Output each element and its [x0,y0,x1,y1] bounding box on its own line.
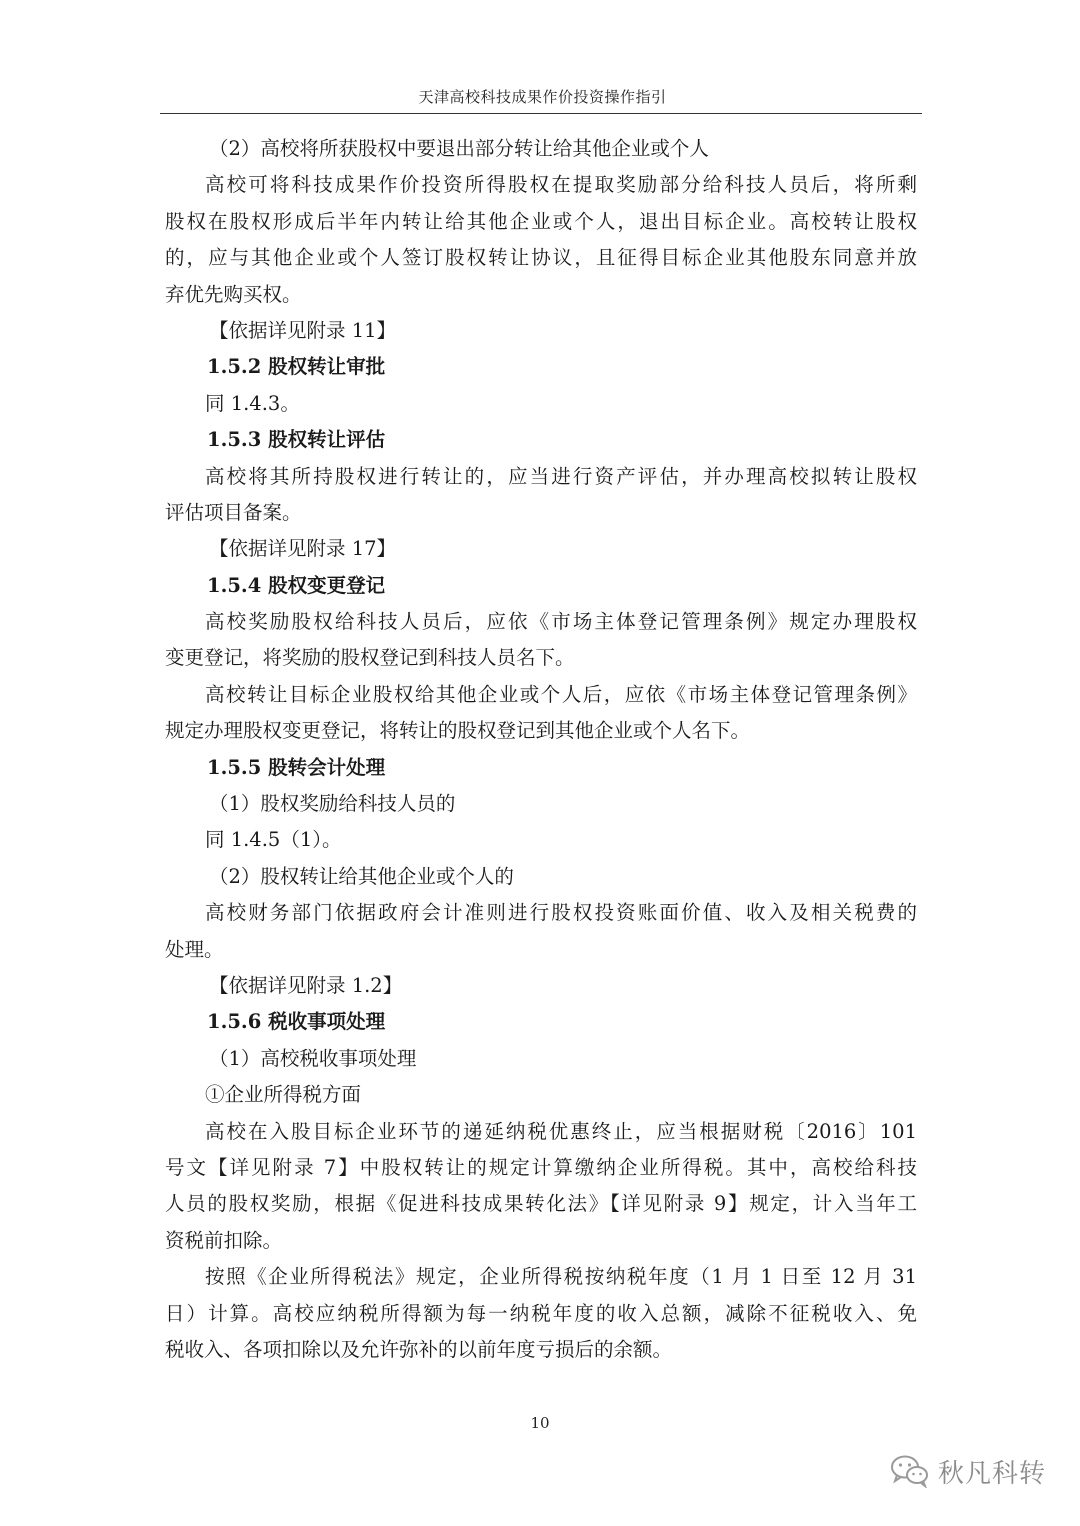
paragraph-line: 人员的股权奖励，根据《促进科技成果转化法》【详见附录 9】规定，计入当年工 [165,1192,917,1216]
paragraph-line: 高校财务部门依据政府会计准则进行股权投资账面价值、收入及相关税费的 [205,901,917,925]
subsection-title: （1）高校税收事项处理 [209,1046,417,1070]
paragraph-line: 号文【详见附录 7】中股权转让的规定计算缴纳企业所得税。其中，高校给科技 [165,1155,917,1179]
reference-note: 【依据详见附录 1.2】 [209,973,403,997]
paragraph-line: 高校转让目标企业股权给其他企业或个人后，应依《市场主体登记管理条例》 [205,682,917,706]
paragraph-line: 按照《企业所得税法》规定，企业所得税按纳税年度（1 月 1 日至 12 月 31 [205,1265,917,1289]
header-divider [160,113,922,114]
paragraph-line: 高校奖励股权给科技人员后，应依《市场主体登记管理条例》规定办理股权 [205,610,917,634]
paragraph-line: 规定办理股权变更登记，将转让的股权登记到其他企业或个人名下。 [165,719,751,743]
section-heading: 1.5.3 股权转让评估 [207,428,386,452]
paragraph-line: 高校在入股目标企业环节的递延纳税优惠终止，应当根据财税〔2016〕101 [205,1119,917,1143]
paragraph-line: 的，应与其他企业或个人签订股权转让协议，且征得目标企业其他股东同意并放 [165,246,917,270]
watermark [890,1451,1046,1491]
reference-note: 【依据详见附录 17】 [209,537,397,561]
paragraph-line: 评估项目备案。 [165,500,302,524]
paragraph-line: 弃优先购买权。 [165,282,302,306]
paragraph-line: 处理。 [165,937,224,961]
paragraph-line: 同 1.4.3。 [205,391,300,415]
paragraph-line: 高校可将科技成果作价投资所得股权在提取奖励部分给科技人员后，将所剩 [205,173,917,197]
wechat-icon [890,1454,930,1488]
document-body [165,131,917,1368]
subsection-title: （1）股权奖励给科技人员的 [209,792,456,816]
page-header-title: 天津高校科技成果作价投资操作指引 [418,88,667,106]
paragraph-line: 资税前扣除。 [165,1228,283,1252]
paragraph-line: 高校将其所持股权进行转让的，应当进行资产评估，并办理高校拟转让股权 [205,464,917,488]
paragraph-line: 变更登记，将奖励的股权登记到科技人员名下。 [165,646,575,670]
section-heading: 1.5.6 税收事项处理 [207,1010,386,1034]
page-number: 10 [530,1414,550,1432]
section-heading: 1.5.2 股权转让审批 [207,355,386,379]
paragraph-line: 同 1.4.5（1）。 [205,828,342,852]
section-heading: 1.5.4 股权变更登记 [207,573,386,597]
section-heading: 1.5.5 股转会计处理 [207,755,386,779]
paragraph-line: 日）计算。高校应纳税所得额为每一纳税年度的收入总额，减除不征税收入、免 [165,1301,917,1325]
watermark-text: 秋凡科转 [938,1458,1047,1489]
subsection-title: （2）高校将所获股权中要退出部分转让给其他企业或个人 [209,137,709,160]
paragraph-line: 股权在股权形成后半年内转让给其他企业或个人，退出目标企业。高校转让股权 [165,209,917,233]
subsection-title: （2）股权转让给其他企业或个人的 [209,864,514,888]
subsection-title: ①企业所得税方面 [205,1083,362,1107]
reference-note: 【依据详见附录 11】 [209,318,397,342]
paragraph-line: 税收入、各项扣除以及允许弥补的以前年度亏损后的余额。 [165,1337,673,1361]
